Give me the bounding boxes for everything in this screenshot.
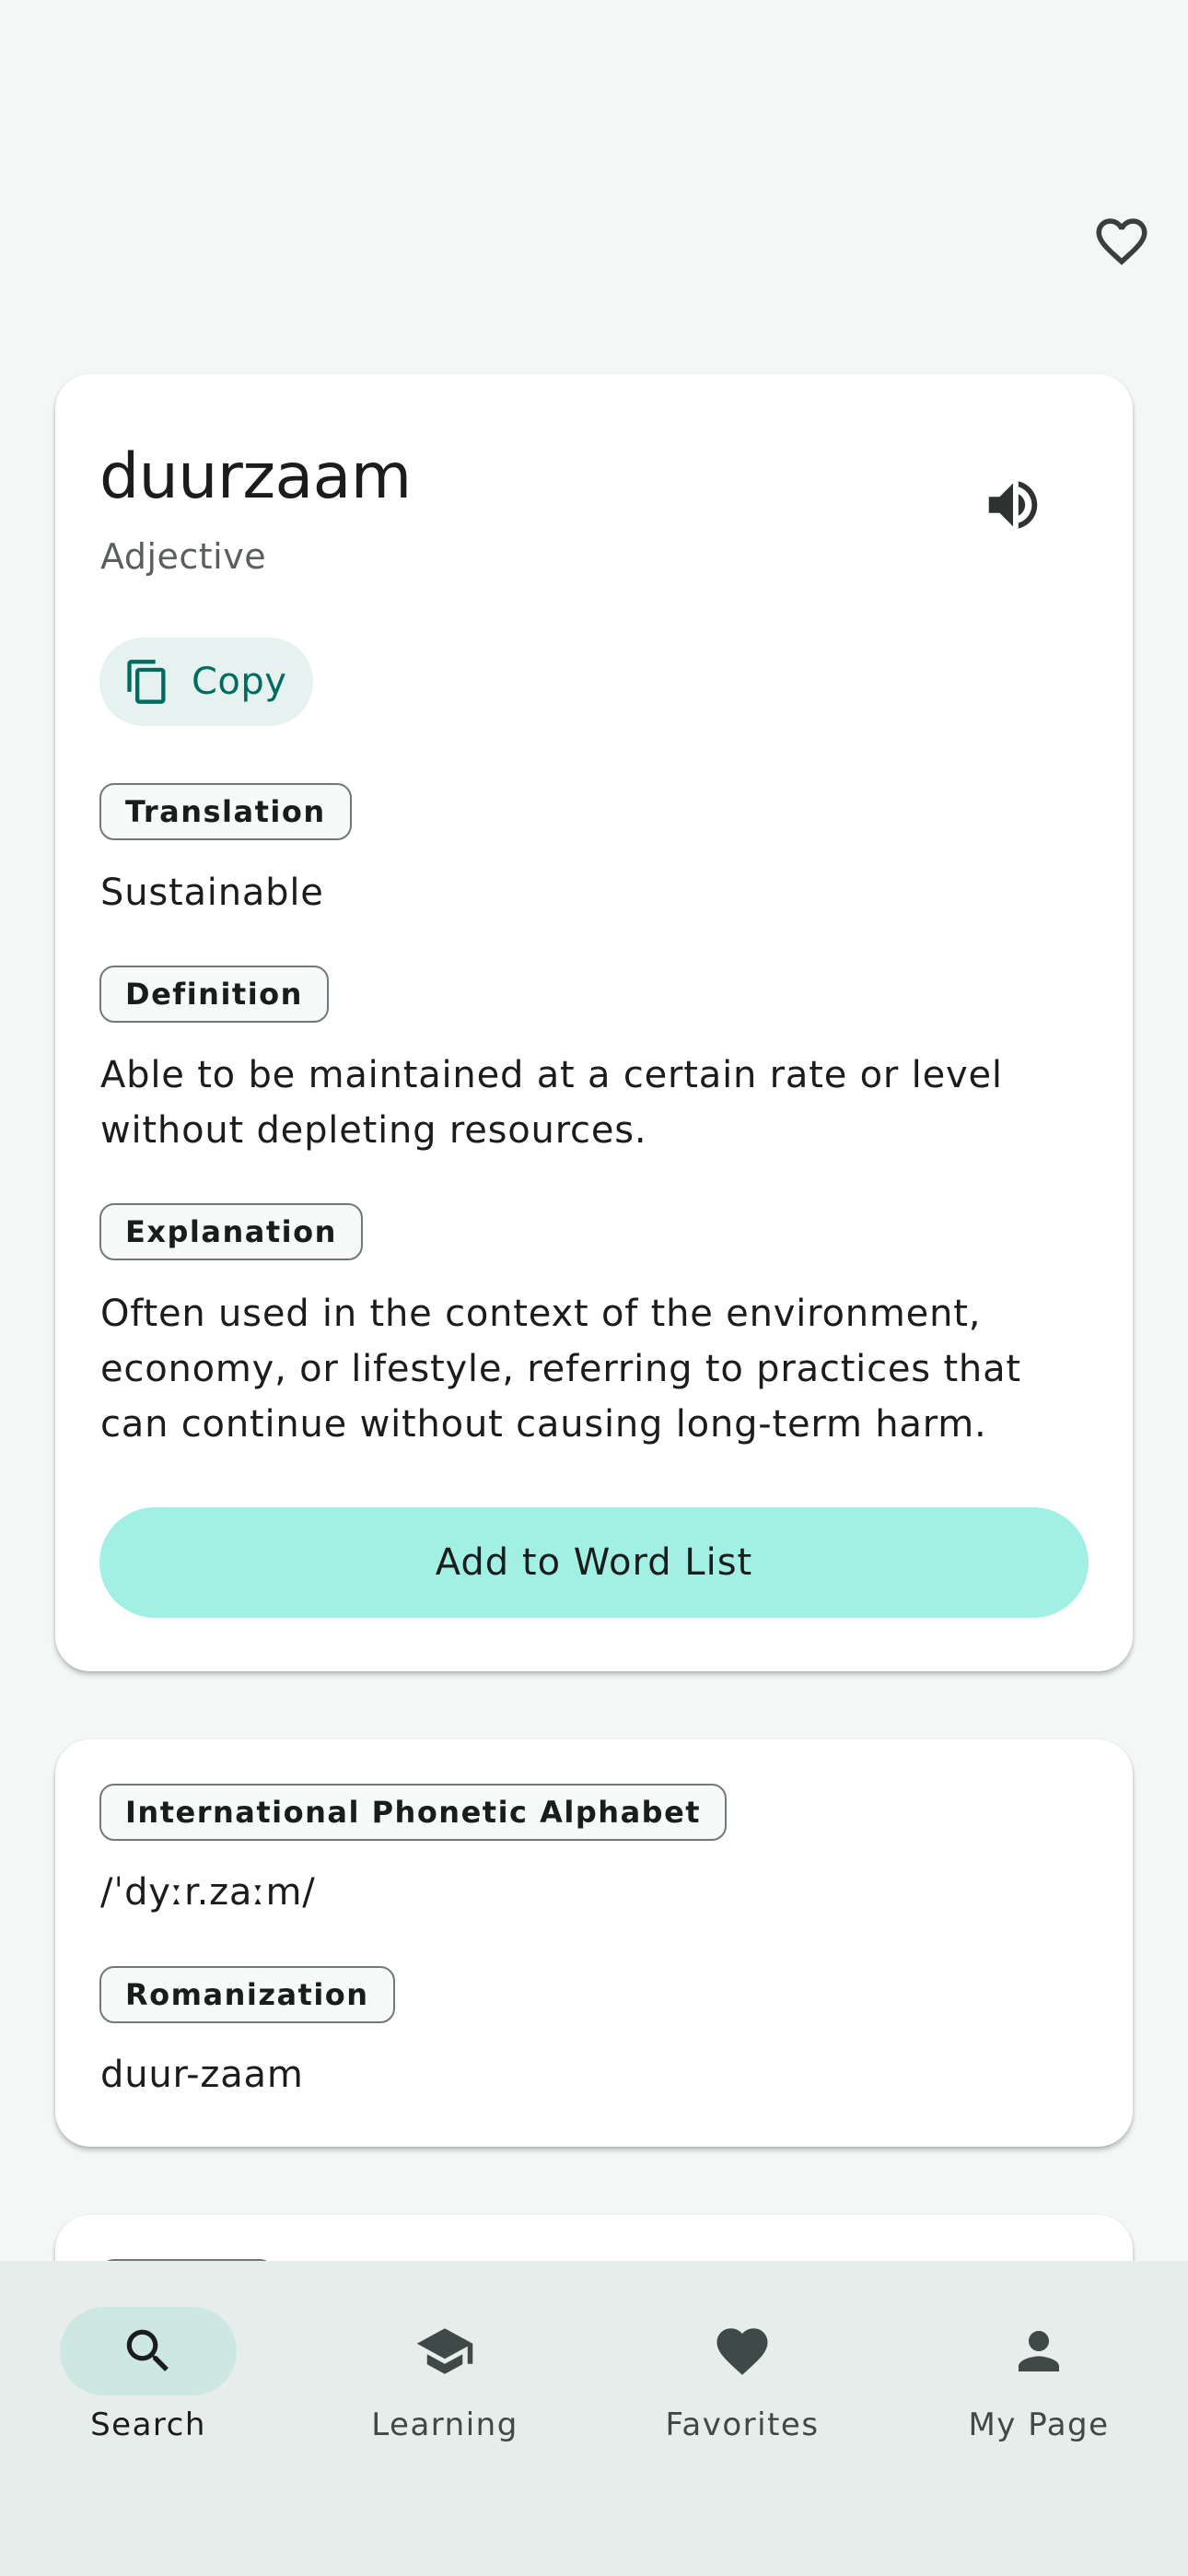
explanation-text: Often used in the context of the environment, economy, or lifestyle, referring to practices that can continue without causing long-term harm. — [100, 1293, 1021, 1446]
favorite-toggle-button[interactable] — [1089, 208, 1155, 275]
heart-outline-icon — [1091, 211, 1152, 272]
copy-icon — [123, 658, 171, 706]
pronounce-button[interactable] — [978, 470, 1048, 540]
part-of-speech: Adjective — [100, 536, 267, 577]
nav-label-learning: Learning — [371, 2406, 518, 2443]
nav-label-search: Search — [90, 2406, 206, 2443]
add-to-word-list-button[interactable]: Add to Word List — [99, 1507, 1089, 1618]
nav-item-learning[interactable] — [297, 2307, 593, 2454]
nav-icon-container — [654, 2307, 831, 2395]
nav-label-my-page: My Page — [968, 2406, 1110, 2443]
nav-label-favorites: Favorites — [665, 2406, 820, 2443]
bottom-navigation-bar — [0, 2261, 1188, 2576]
nav-active-indicator — [60, 2307, 237, 2395]
nav-item-my-page[interactable] — [891, 2307, 1187, 2454]
definition-text: Able to be maintained at a certain rate or level without depleting resources. — [100, 1054, 1003, 1152]
search-icon — [120, 2323, 177, 2380]
romanization-value: duur-zaam — [100, 2054, 304, 2096]
translation-text: Sustainable — [100, 872, 324, 914]
phonetics-card — [55, 1739, 1133, 2147]
romanization-chip: Romanization — [99, 1966, 395, 2023]
nav-item-favorites[interactable] — [594, 2307, 891, 2454]
nav-icon-container — [950, 2307, 1127, 2395]
ipa-value: /ˈdyːr.zaːm/ — [100, 1871, 316, 1914]
school-icon — [414, 2321, 475, 2382]
heart-icon — [712, 2321, 773, 2382]
word-card — [55, 374, 1133, 1671]
explanation-chip: Explanation — [99, 1203, 363, 1260]
volume-up-icon — [981, 473, 1045, 537]
person-icon — [1008, 2321, 1069, 2382]
translation-chip: Translation — [99, 783, 352, 840]
copy-button[interactable] — [99, 638, 313, 726]
nav-item-search[interactable] — [0, 2307, 297, 2454]
nav-icon-container — [356, 2307, 533, 2395]
word-title: duurzaam — [99, 440, 412, 513]
copy-button-label: Copy — [192, 661, 287, 703]
ipa-chip: International Phonetic Alphabet — [99, 1784, 727, 1841]
definition-chip: Definition — [99, 966, 329, 1023]
